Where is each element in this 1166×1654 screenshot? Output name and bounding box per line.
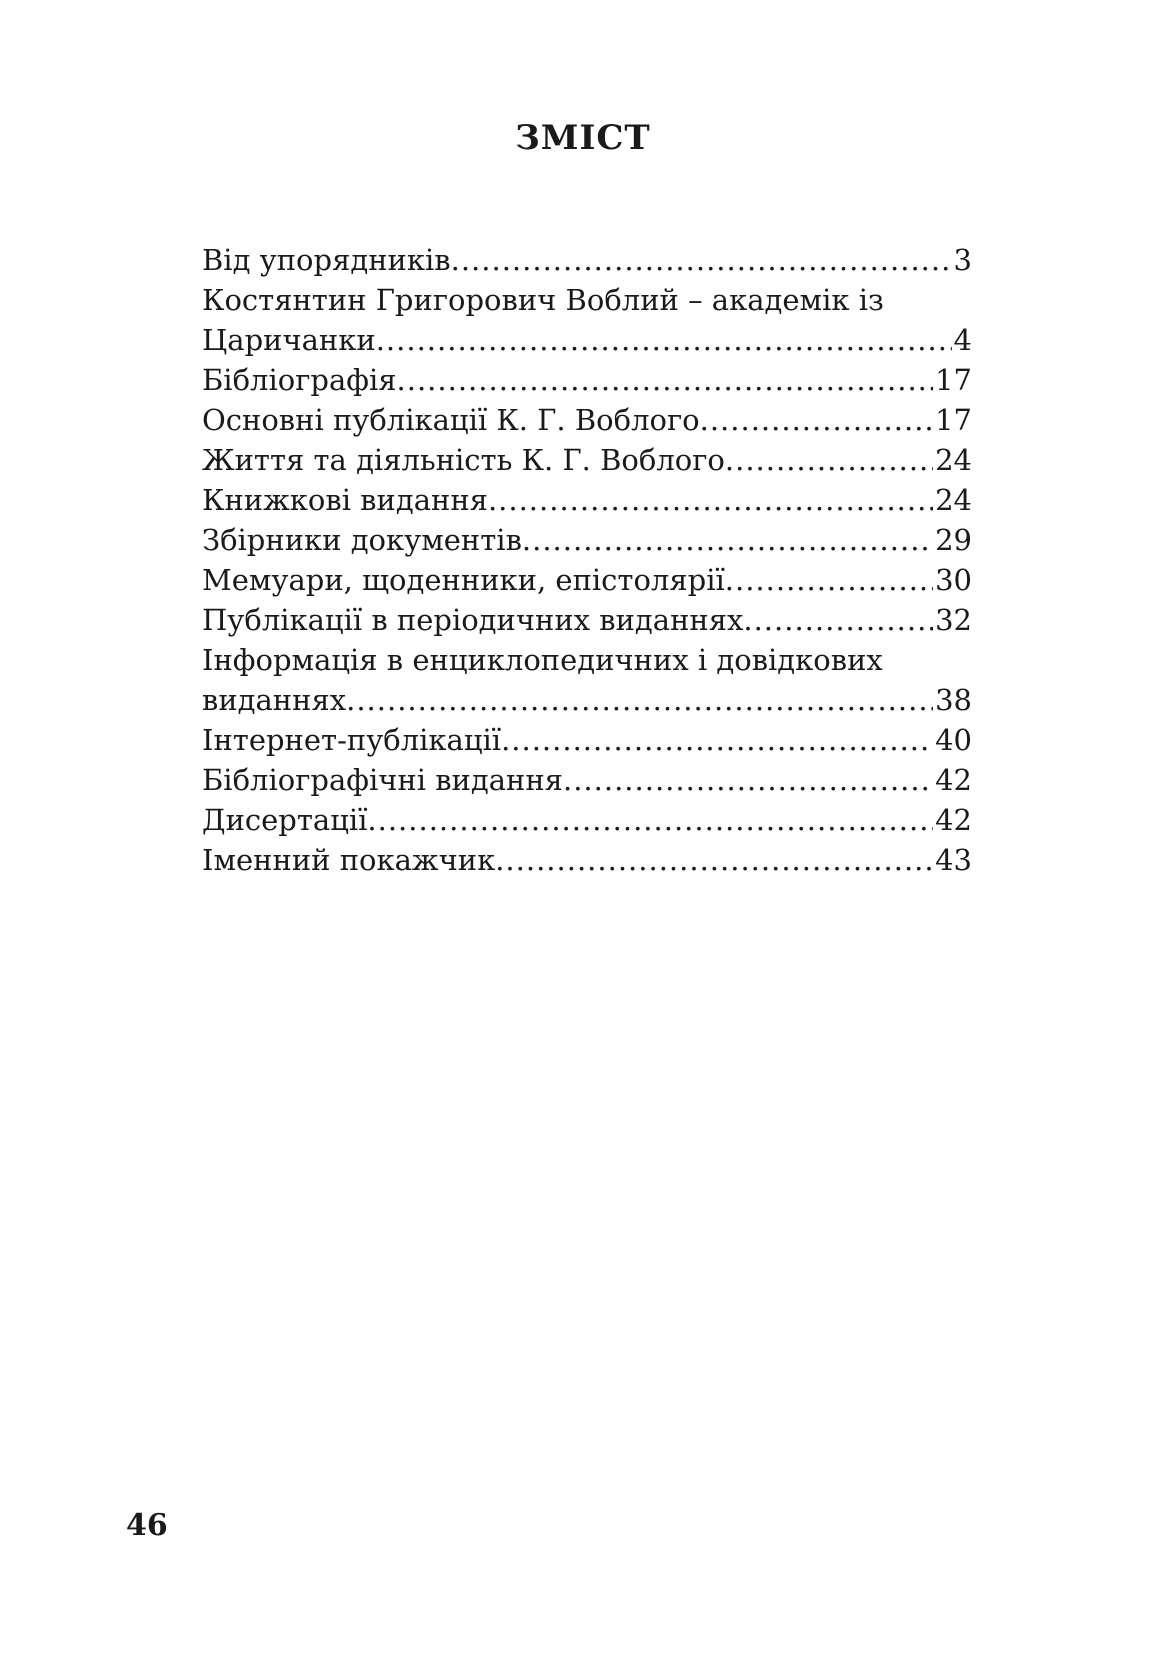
toc-entry (202, 800, 972, 840)
toc-entry (202, 600, 972, 640)
toc-entry-page: 17 (935, 363, 972, 397)
toc-entry (202, 360, 972, 400)
toc-leader-dots (522, 520, 933, 560)
toc-entry (202, 560, 972, 600)
toc-entry-page: 42 (935, 763, 972, 797)
toc-entry (202, 760, 972, 800)
toc-entry-title: Інтернет-публікації (202, 723, 502, 757)
toc-entry (202, 840, 972, 880)
toc-entry-page: 30 (935, 563, 972, 597)
toc-leader-dots (376, 320, 952, 360)
toc-leader-dots (725, 560, 933, 600)
toc-entry-page: 29 (935, 523, 972, 557)
toc-entry-title: Іменний покажчик (202, 843, 496, 877)
toc-entry (202, 240, 972, 280)
toc-entry (202, 320, 972, 360)
toc-entry-page: 40 (935, 723, 972, 757)
toc-entry-title: Дисертації (202, 803, 368, 837)
toc-entry-title: виданнях (202, 683, 347, 717)
page-title: ЗМІСТ (515, 118, 651, 158)
toc-entry-page: 3 (953, 243, 972, 277)
toc-entry-title: Від упорядників (202, 243, 451, 277)
toc-leader-dots (397, 360, 934, 400)
toc-leader-dots (700, 400, 933, 440)
toc-leader-dots (451, 240, 952, 280)
toc-entry-title: Бібліографія (202, 363, 397, 397)
toc-entry (202, 520, 972, 560)
toc-leader-dots (488, 480, 933, 520)
toc-entry-title: Збірники документів (202, 523, 522, 557)
toc-entry-title: Публікації в періодичних виданнях (202, 603, 744, 637)
toc-entry-page: 43 (935, 843, 972, 877)
toc-entry (202, 440, 972, 480)
toc-entry (202, 680, 972, 720)
toc-entry (202, 720, 972, 760)
toc-entry-title: Царичанки (202, 323, 376, 357)
toc-entry-title: Основні публікації К. Г. Воблого (202, 403, 700, 437)
toc-entry-title: Мемуари, щоденники, епістолярії (202, 563, 725, 597)
toc-entry-title-line1: Інформація в енциклопедичних і довідкових (202, 643, 883, 677)
toc-entry-page: 24 (935, 443, 972, 477)
toc-entry-page: 17 (935, 403, 972, 437)
table-of-contents (202, 240, 972, 880)
toc-leader-dots (563, 760, 933, 800)
toc-entry-title-line1: Костянтин Григорович Воблий – академік із (202, 283, 884, 317)
toc-leader-dots (725, 440, 933, 480)
toc-leader-dots (367, 800, 933, 840)
toc-leader-dots (346, 680, 933, 720)
toc-leader-dots (495, 840, 933, 880)
toc-entry-page: 4 (953, 323, 972, 357)
toc-leader-dots (743, 600, 933, 640)
toc-entry-page: 32 (935, 603, 972, 637)
page-number: 46 (126, 1508, 168, 1543)
toc-entry-title: Життя та діяльність К. Г. Воблого (202, 443, 725, 477)
toc-entry-page: 24 (935, 483, 972, 517)
toc-entry-title: Бібліографічні видання (202, 763, 563, 797)
toc-entry (202, 400, 972, 440)
toc-entry (202, 480, 972, 520)
toc-entry-page: 42 (935, 803, 972, 837)
toc-entry-title: Книжкові видання (202, 483, 488, 517)
toc-leader-dots (501, 720, 933, 760)
toc-entry-page: 38 (935, 683, 972, 717)
